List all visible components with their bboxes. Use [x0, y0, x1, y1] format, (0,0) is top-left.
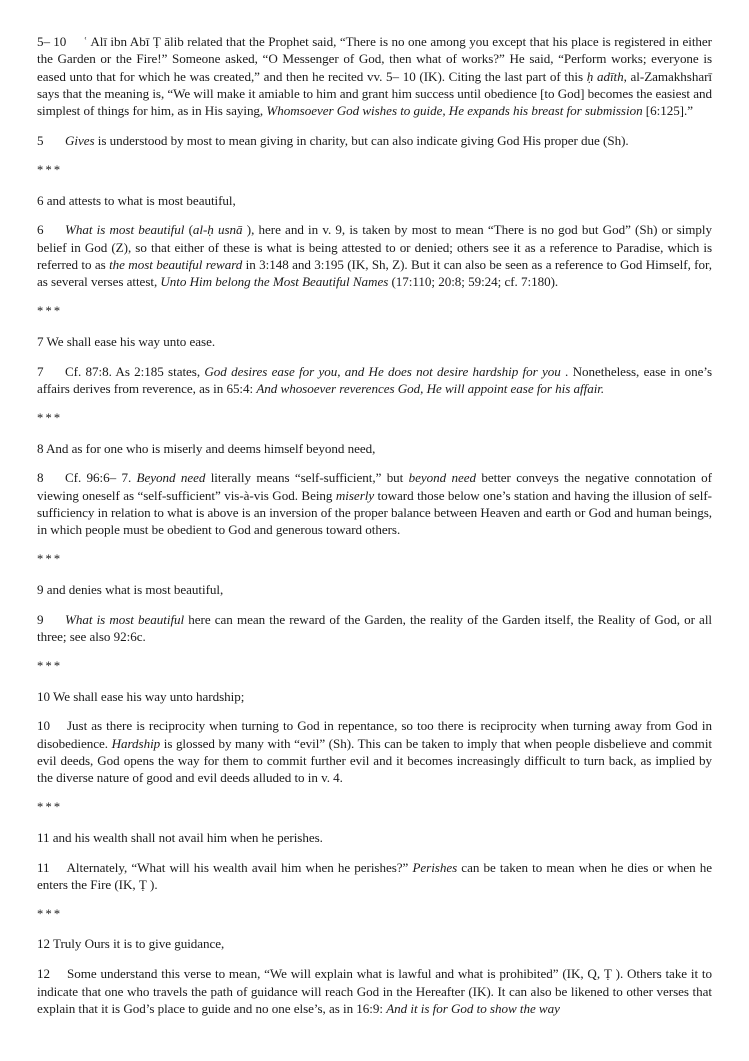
italic-run: Beyond need [136, 470, 206, 486]
italic-run: And it is for God to show the way [386, 1000, 560, 1016]
commentary-5-10 [37, 33, 712, 119]
text-run: can be taken to mean when he dies or when he enters the Fire (IK, Ṭ ). [37, 859, 712, 892]
text-run: Alternately, “What will his wealth avail him when he perishes?” [66, 859, 413, 875]
commentary-11 [37, 859, 712, 894]
commentary-9 [37, 611, 712, 646]
italic-run: What is most beautiful [65, 222, 185, 238]
verse-number: 12 [37, 966, 50, 982]
text-run: ( [184, 222, 193, 238]
separator-3: *** [37, 410, 63, 425]
text-run: 8 And as for one who is miserly and deems himself beyond need, [37, 440, 376, 456]
italic-run: Whomsoever God wishes to guide, He expands his breast for submission [266, 103, 643, 119]
italic-run: Gives [65, 132, 95, 148]
italic-run: And whosoever reverences God, He will appoint ease for his affair. [256, 380, 605, 396]
verse-8 [37, 440, 712, 457]
verse-number: 8 [37, 470, 44, 486]
text-run: [6:125].” [642, 103, 693, 119]
italic-run: the most beautiful reward [109, 256, 243, 272]
text-run: ), here and in v. 9, is taken by most to mean “There is no god but God” (Sh) or simply belief in God (Z), so that either of these is what is being attested to or denied; others see it as a reference to Paradise, which is referred to as [37, 222, 712, 272]
verse-11 [37, 829, 712, 846]
text-column [37, 33, 712, 1017]
text-run: literally means “self-sufficient,” but [205, 470, 409, 486]
verse-number: 6 [37, 222, 44, 238]
verse-12 [37, 935, 712, 952]
verse-number: 5 [37, 132, 44, 148]
text-run: 6 and attests to what is most beautiful, [37, 192, 236, 208]
separator-1: *** [37, 162, 63, 177]
commentary-12 [37, 965, 712, 1017]
verse-6 [37, 192, 712, 209]
text-run: , al-Zamakhsharī says that the meaning is, “We will make it amiable to him and grant him success until obedience [to God] becomes the easiest and simplest of things for him, as in His saying, [37, 68, 712, 119]
text-run: 9 and denies what is most beautiful, [37, 581, 224, 597]
verse-number: 5– 10 [37, 34, 67, 49]
italic-run: What is most beautiful [65, 611, 185, 627]
italic-run: Hardship [111, 735, 161, 751]
text-run: 11 and his wealth shall not avail him when he perishes. [37, 829, 323, 845]
text-run: better conveys the negative connotation of viewing oneself as “self-sufficient” vis-à-vis God. Being [37, 470, 712, 503]
text-run: Cf. 87:8. As 2:185 states, [65, 363, 205, 379]
commentary-8 [37, 469, 712, 538]
italic-run: Unto Him belong the Most Beautiful Names [160, 274, 389, 290]
italic-run: Perishes [412, 859, 458, 875]
separator-7: *** [37, 906, 63, 921]
italic-run: beyond need [408, 470, 476, 486]
commentary-6 [37, 221, 712, 290]
separator-2: *** [37, 304, 63, 319]
text-run: 10 We shall ease his way unto hardship; [37, 688, 245, 704]
text-run: toward those below one’s station and having the illusion of self-sufficiency in relation to what is above is an inversion of the proper balance between Heaven and earth or God and human beings, in which people must be obedient to God and generous toward others. [37, 487, 712, 538]
italic-run: miserly [335, 487, 375, 503]
verse-number: 11 [37, 859, 50, 875]
verse-number: 10 [37, 718, 50, 734]
text-run: in 3:148 and 3:195 (IK, Sh, Z). But it can also be seen as a reference to God Himself, for, as several verses attest, [37, 256, 712, 290]
text-run: 12 Truly Ours it is to give guidance, [37, 936, 225, 952]
text-run: (17:110; 20:8; 59:24; cf. 7:180). [388, 274, 559, 290]
separator-4: *** [37, 552, 63, 567]
text-run: is glossed by many with “evil” (Sh). This can be taken to imply that when people disbelieve and commit evil deeds, God opens the way for them to commit further evil and it becomes increasingly difficult to turn back, as implied by the diverse nature of good and evil deeds alluded to in v. 4. [37, 735, 712, 786]
separator-5: *** [37, 658, 63, 673]
italic-run: ḥ adīth [586, 68, 624, 84]
text-run: Cf. 96:6– 7. [65, 470, 137, 486]
italic-run: God desires ease for you, and He does not desire hardship for you [204, 363, 561, 379]
text-run: Just as there is reciprocity when turning to God in repentance, so too there is reciprocity when turning away from God in disobedience. [37, 718, 712, 751]
text-run: 7 We shall ease his way unto ease. [37, 333, 216, 349]
commentary-5 [37, 132, 712, 149]
verse-7 [37, 333, 712, 350]
text-run: here can mean the reward of the Garden, the reality of the Garden itself, the Reality of God, or all three; see also 92:6c. [37, 611, 712, 644]
italic-run: al-ḥ usnā [192, 222, 243, 238]
verse-10 [37, 688, 712, 705]
verse-9 [37, 581, 712, 598]
separator-6: *** [37, 800, 63, 814]
text-run: Some understand this verse to mean, “We will explain what is lawful and what is prohibited” (IK, Q, Ṭ ). Others take it to indicate that one who travels the path of guidance will reach God in the Hereafter (IK). It can also be likened to other verses that explain that it is God’s place to guide and no one else’s, as in 16:9: [37, 966, 712, 1016]
text-run: . Nonetheless, ease in one’s affairs derives from reverence, as in 65:4: [37, 363, 712, 396]
verse-number: 9 [37, 611, 44, 627]
text-run: is understood by most to mean giving in charity, but can also indicate giving God His proper due (Sh). [94, 132, 629, 148]
text-run: ʿ Alī ibn Abī Ṭ ālib related that the Prophet said, “There is no one among you except that his place is registered in either the Garden or the Fire!” Someone asked, “O Messenger of God, then what of works?” He said, “Perform works; everyone is eased unto that for which he was created,” and then he recited vv. 5– 10 (IK). Citing the last part of this [37, 34, 712, 84]
commentary-10 [37, 717, 712, 786]
verse-number: 7 [37, 363, 44, 379]
commentary-7 [37, 363, 712, 398]
